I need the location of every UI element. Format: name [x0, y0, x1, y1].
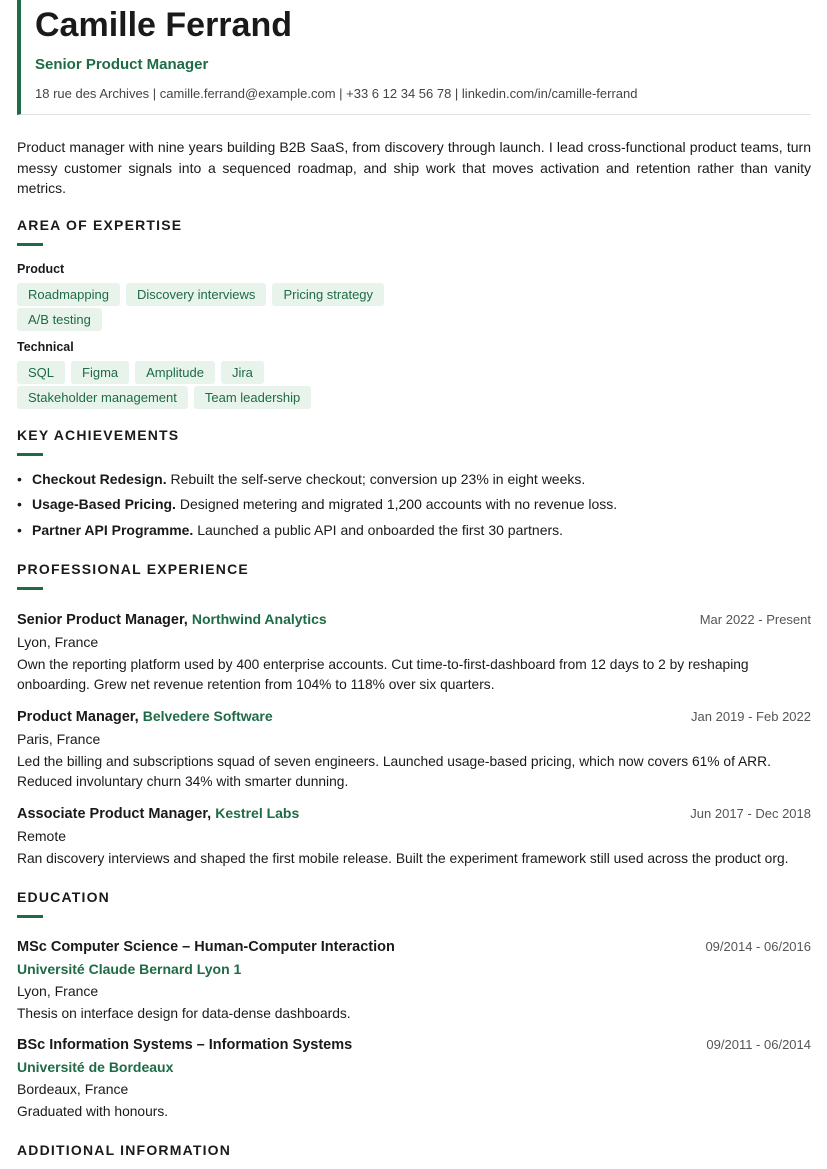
achievement-item — [17, 467, 811, 493]
expertise-group-label: Technical — [17, 339, 74, 354]
achievement-title: Checkout Redesign. — [32, 470, 167, 487]
skill-tag: Amplitude — [135, 361, 215, 384]
resume-page — [17, 0, 811, 1159]
expertise-tags-technical — [17, 361, 437, 409]
job-description: Led the billing and subscriptions squad of seven engineers. Launched usage-based pricing, which now covers 61% of ARR. Reduced involuntary churn 34% with smarter dunning. — [17, 754, 771, 789]
education-description: Graduated with honours. — [17, 1104, 169, 1119]
job-location: Paris, France — [17, 731, 101, 747]
summary: Product manager with nine years building B2B SaaS, from discovery through launch. I lead cross-functional product teams, turn messy customer signals into a sequenced roadmap, and ship work that moves activation and retention rather than vanity metrics. — [17, 139, 811, 196]
school-location: Bordeaux, France — [17, 1081, 129, 1097]
experience-entry: Product Manager, Belvedere Software Jan 2019 - Feb 2022 Paris, France Led the billing and subscriptions squad of seven engineers. Launched usage-based pricing, which now covers 61% of ARR. Reduced involuntary churn 34% with smarter dunning. — [17, 705, 811, 792]
education-dates: 09/2014 - 06/2016 — [705, 939, 811, 954]
job-location: Remote — [17, 828, 67, 844]
skill-tag: SQL — [17, 361, 65, 384]
candidate-title: Senior Product Manager — [35, 56, 209, 73]
job-role: Associate Product Manager — [17, 806, 208, 822]
company-name: Belvedere Software — [142, 708, 273, 724]
section-divider — [17, 915, 43, 918]
job-description: Ran discovery interviews and shaped the first mobile release. Built the experiment framework still used across the product org. — [17, 851, 789, 866]
company-name: Kestrel Labs — [215, 805, 300, 821]
section-title-expertise: AREA OF EXPERTISE — [17, 216, 183, 233]
education-entry — [17, 936, 811, 1024]
job-description: Own the reporting platform used by 400 enterprise accounts. Cut time-to-first-dashboard from 12 days to 2 by reshaping onboarding. Grew net revenue retention from 104% to 118% over six quarters. — [17, 657, 749, 692]
skill-tag: Team leadership — [194, 386, 311, 409]
school-name: Université de Bordeaux — [17, 1059, 174, 1075]
section-title-education: EDUCATION — [17, 889, 110, 905]
section-title-achievements: KEY ACHIEVEMENTS — [17, 426, 180, 443]
degree-name: BSc Information Systems – Information Systems — [17, 1037, 353, 1053]
skill-tag: A/B testing — [17, 308, 102, 331]
candidate-name: Camille Ferrand — [35, 6, 292, 44]
achievement-text: Rebuilt the self-serve checkout; conversion up 23% in eight weeks. — [166, 470, 586, 487]
school-location: Lyon, France — [17, 983, 99, 999]
job-role: Senior Product Manager — [17, 612, 184, 628]
education-entry — [17, 1034, 811, 1122]
section-divider — [17, 587, 43, 590]
expertise-tags-product — [17, 283, 437, 331]
education-description: Thesis on interface design for data-dense dashboards. — [17, 1006, 351, 1021]
company-name: Northwind Analytics — [191, 611, 327, 627]
section-title-experience: PROFESSIONAL EXPERIENCE — [17, 561, 249, 577]
degree-name: MSc Computer Science – Human-Computer Interaction — [17, 939, 395, 955]
achievement-item — [17, 492, 811, 518]
section-divider — [17, 243, 43, 246]
skill-tag: Jira — [221, 361, 264, 384]
education-dates: 09/2011 - 06/2014 — [706, 1037, 811, 1052]
job-location: Lyon, France — [17, 634, 99, 650]
resume-header — [17, 0, 811, 115]
skill-tag: Figma — [71, 361, 129, 384]
job-role: Product Manager — [17, 709, 135, 725]
section-title-additional: ADDITIONAL INFORMATION — [17, 1142, 232, 1158]
job-dates: Jan 2019 - Feb 2022 — [691, 709, 811, 724]
expertise-group-label: Product — [17, 261, 65, 276]
skill-tag: Stakeholder management — [17, 386, 188, 409]
job-dates: Mar 2022 - Present — [699, 612, 811, 627]
experience-entry: Senior Product Manager, Northwind Analytics Mar 2022 - Present Lyon, France Own the reporting platform used by 400 enterprise accounts. Cut time-to-first-dashboard from 12 days to 2 by reshaping onboarding. Grew net revenue retention from 104% to 118% over six quarters. — [17, 608, 811, 695]
achievement-item — [17, 518, 811, 544]
skill-tag: Discovery interviews — [126, 283, 266, 306]
achievement-text: Launched a public API and onboarded the first 30 partners. — [193, 521, 564, 538]
achievement-title: Usage-Based Pricing. — [32, 496, 176, 512]
contact-line: 18 rue des Archives | camille.ferrand@example.com | +33 6 12 34 56 78 | linkedin.com/in/camille-ferrand — [35, 86, 638, 101]
school-name: Université Claude Bernard Lyon 1 — [17, 961, 242, 977]
achievement-title: Partner API Programme. — [32, 521, 194, 538]
job-dates: Jun 2017 - Dec 2018 — [690, 806, 811, 821]
achievement-text: Designed metering and migrated 1,200 accounts with no revenue loss. — [175, 496, 618, 512]
skill-tag: Pricing strategy — [272, 283, 384, 306]
experience-entry: Associate Product Manager, Kestrel Labs Jun 2017 - Dec 2018 Remote Ran discovery interviews and shaped the first mobile release. Built the experiment framework still used across the product org. — [17, 802, 811, 869]
achievements-list — [17, 467, 811, 544]
skill-tag: Roadmapping — [17, 283, 120, 306]
section-divider — [17, 453, 43, 456]
